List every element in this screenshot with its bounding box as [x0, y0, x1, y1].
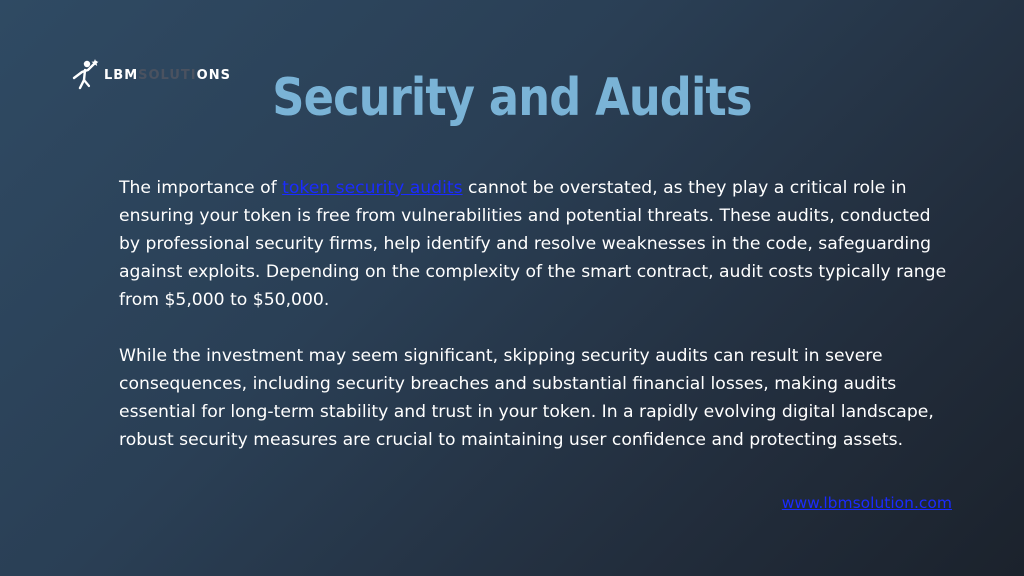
token-security-audits-link[interactable]: token security audits	[282, 178, 463, 198]
paragraph-2: While the investment may seem significant, skipping security audits can result in severe consequences, including security breaches and substantial financial losses, making audits essential for long-term stability and trust in your token. In a rapidly evolving digital landscape, robust security measures are crucial to maintaining user confidence and protecting assets.	[119, 346, 934, 450]
logo-text: LBMSOLUTIONS	[104, 67, 231, 83]
paragraph-1: The importance of token security audits cannot be overstated, as they play a critical role in ensuring your token is free from vulnerabilities and potential threats. These audits, conducted by professional security firms, help identify and resolve weaknesses in the code, safeguarding against exploits. Depending on the complexity of the smart contract, audit costs typically range from $5,000 to $50,000.	[119, 178, 947, 310]
page-title: Security and Audits	[272, 68, 752, 128]
content-body	[119, 174, 949, 454]
website-link[interactable]: www.lbmsolution.com	[781, 494, 952, 512]
